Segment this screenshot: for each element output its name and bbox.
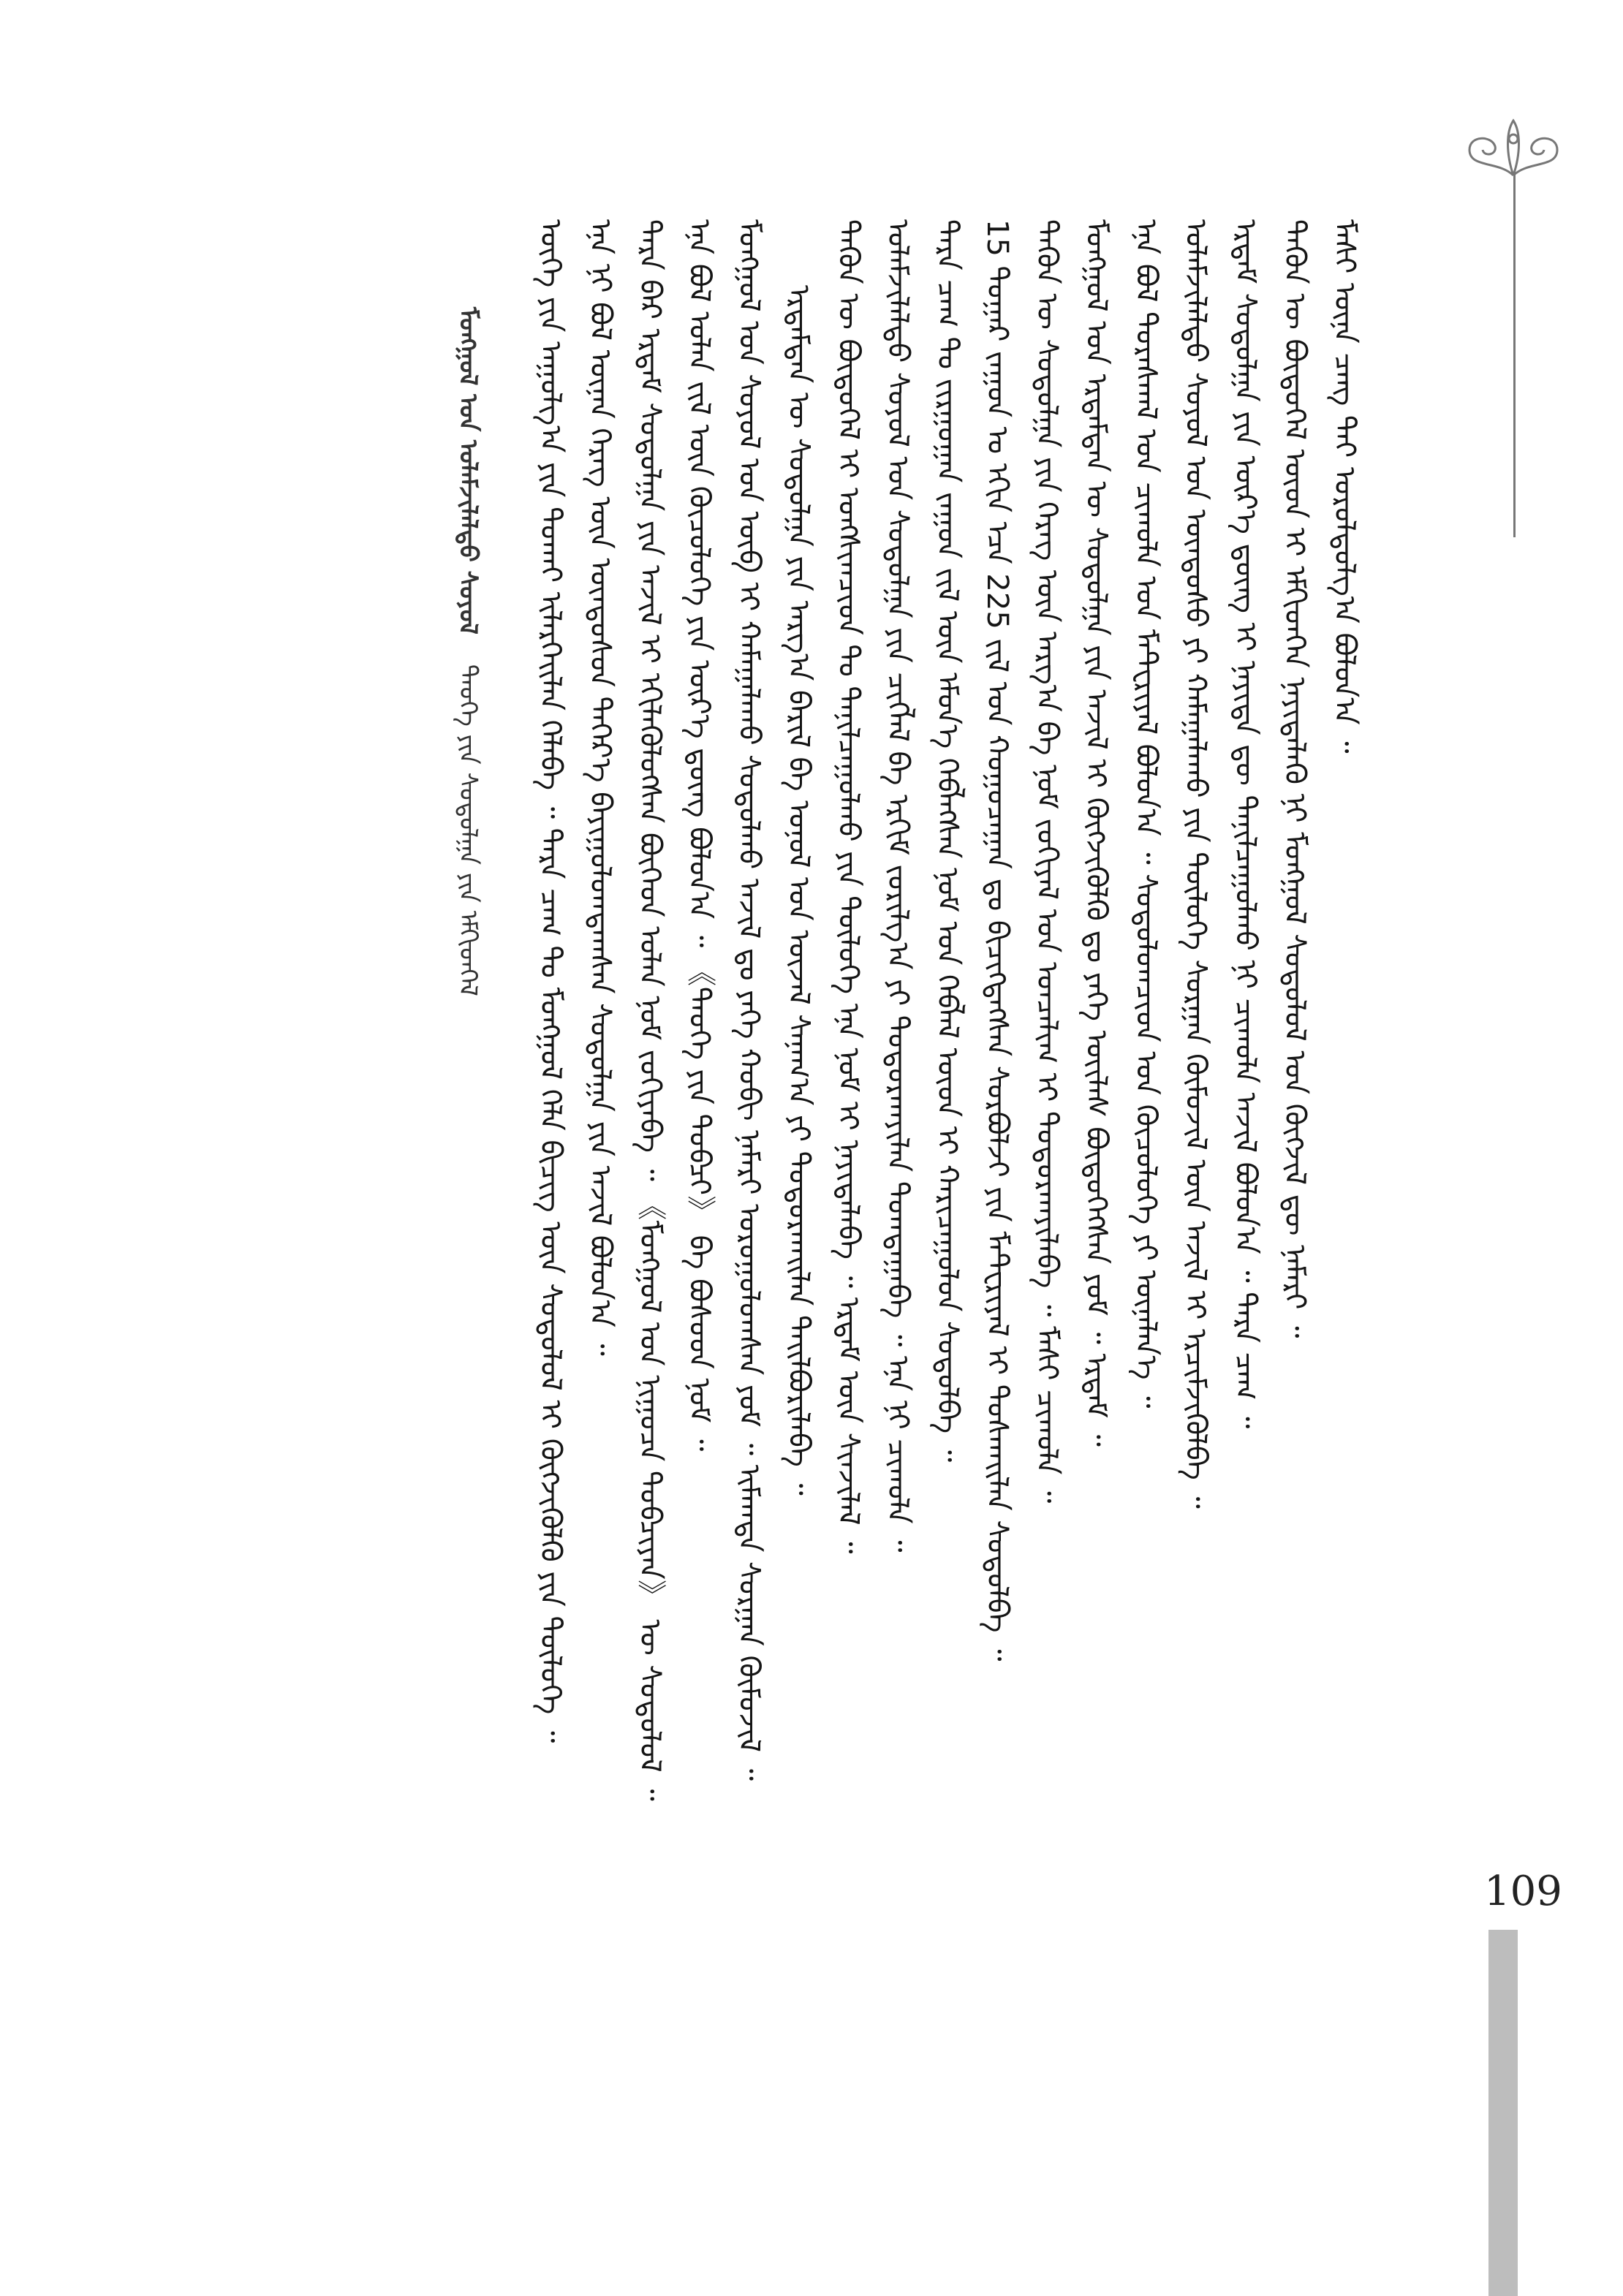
text-column: [1370, 219, 1418, 2061]
text-column: ᠮᠣᠩᠭᠣᠯ ᠤᠨ ᠡᠷᠳᠡᠮᠲᠡᠨ ᠦ ᠰᠤᠳᠤᠯᠭᠠ ᠶᠢᠨ ᠠᠵᠢᠯ ᠢ ᠬᠦᠭᠵᠢᠭᠦᠯᠬᠦ ᠳᠤ ᠶᠡᠬᠡ ᠦᠢᠯᠡᠰ ᠪᠦᠲᠦᠭᠡᠭᠰᠡᠨ ᠶᠤᠮ ᠃ ᠡᠷᠳᠡᠮ ᠃: [1079, 219, 1113, 1447]
text-column: ᠮᠣᠩᠭᠣᠯ ᠤᠨ ᠰᠣᠶᠣᠯ ᠤᠨ ᠥᠪ ᠢ ᠬᠠᠮᠠᠭᠠᠯᠠᠬᠤ ᠰᠤᠳᠤᠯᠬᠤ ᠠᠵᠢᠯ ᠳᠤ ᠶᠡᠬᠡ ᠬᠤᠪᠢ ᠨᠡᠮᠡᠷᠢ ᠣᠷᠣᠭᠤᠯᠤᠭᠰᠠᠨ ᠶᠤᠮ ᠃ ᠢᠮᠠᠭᠲᠠ ᠰᠤᠷᠭᠠᠨ ᠬᠦᠮᠦᠵᠢᠯ ᠃: [732, 219, 766, 1781]
page-number: 109: [1484, 1868, 1562, 1915]
text-column: 15 ᠳᠤᠭᠠᠷ ᠵᠠᠭᠤᠨ ᠤ ᠡᠬᠢᠨ ᠡᠴᠡ 225 ᠵᠢᠯ ᠤᠨ ᠬᠤᠭᠤᠴᠠᠭᠠᠨ ᠳᠤ ᠪᠢᠴᠢᠭᠳᠡᠭᠰᠡᠨ ᠰᠤᠷᠪᠤᠯᠵᠢ ᠶᠢᠨ ᠮᠠᠲ᠋ᠧᠷᠢᠶᠠᠯ ᠢ ᠲᠤᠰᠬᠠᠢᠯᠠᠨ ᠰᠤᠳᠤᠯᠪᠠ ᠃: [980, 219, 1014, 1662]
text-column: ᠡᠨᠡ ᠪᠣᠯ ᠣᠯᠠᠨ ᠵᠢᠯ ᠦᠨ ᠬᠦᠴᠦᠯᠦᠭᠡ ᠶᠢᠨ ᠦᠷ᠎ᠡ ᠳ᠋ᠦᠩ ᠪᠣᠯᠤᠨ᠎ᠠ ᠃ 《ᠲᠡᠦᠬᠡ ᠶᠢᠨ ᠲᠣᠪᠴᠢ》 ᠪᠠ ᠪᠤᠰᠤᠳ ᠨᠣᠮ ᠃: [682, 219, 716, 1452]
text-column: ᠮᠠᠰᠢ ᠦᠨᠡ ᠴᠡᠩ ᠲᠡᠢ ᠣᠷᠣᠯᠳᠤᠯᠭ᠎ᠠ ᠪᠣᠯᠤᠨ᠎ᠠ ᠃: [1328, 219, 1361, 754]
text-column: ᠡᠷᠳᠡᠮᠲᠡᠨ ᠦ ᠰᠤᠳᠤᠯᠭᠠ ᠶᠢᠨ ᠠᠷᠭ᠎ᠠ ᠪᠠᠷᠢᠯ ᠪᠠ ᠣᠨᠣᠯ ᠤᠨ ᠦᠵᠡᠯ ᠰᠠᠨᠠᠭ᠎ᠠ ᠶᠢ ᠲᠣᠳᠣᠷᠬᠠᠢᠯᠠᠨ ᠲᠠᠢᠯᠪᠤᠷᠢᠯᠠᠪᠠ ᠃: [782, 285, 816, 1496]
text-column: ᠲᠡᠷᠡ ᠪᠡᠷ ᠡᠷᠳᠡᠮ ᠰᠤᠳᠤᠯᠭᠠ ᠶᠢᠨ ᠠᠵᠢᠯ ᠢ ᠡᠬᠢᠯᠡᠭᠦᠯᠦᠭᠰᠡᠨ ᠪᠥᠭᠡᠳ ᠣᠯᠠᠨ ᠨᠣᠮ ᠵᠣᠬᠢᠶᠠᠪᠠ ᠃ 《ᠮᠣᠩᠭᠣᠯ ᠤᠨ ᠨᠢᠭᠤᠴᠠ ᠲᠣᠪᠴᠢᠶᠠᠨ》 ᠦ ᠰᠤᠳᠤᠯᠤᠯ ᠃: [632, 219, 667, 1801]
text-column: ᠡᠷᠳᠡᠮ ᠰᠤᠳᠤᠯᠭᠠ ᠶᠢᠨ ᠦᠷ᠎ᠡ ᠳ᠋ᠦᠩ ᠢ ᠨᠡᠶᠢᠲᠡ ᠳᠦ ᠲᠠᠨᠢᠯᠴᠠᠭᠤᠯᠬᠤ ᠨᠢ ᠴᠢᠬᠤᠯᠠ ᠠᠵᠢᠯ ᠪᠣᠯᠤᠨ᠎ᠠ ᠃ ᠲᠡᠷᠡ ᠴᠠᠭ ᠃: [1228, 219, 1263, 1429]
text-column: ᠤᠯᠠᠮᠵᠢᠯᠠᠯᠲᠤ ᠰᠣᠶᠣᠯ ᠤᠨ ᠦᠨᠳᠦᠰᠦ ᠶᠢ ᠬᠠᠮᠠᠭᠠᠯᠠᠬᠤ ᠶᠢᠨ ᠲᠥᠯᠥᠭᠡ ᠰᠤᠷᠭᠠᠨ ᠬᠦᠮᠦᠵᠢᠯ ᠦᠨ ᠠᠵᠢᠯ ᠢ ᠡᠷᠴᠢᠮᠵᠢᠭᠦᠯᠪᠡ ᠃: [1179, 219, 1213, 1509]
text-column: ᠲᠡᠷᠡ ᠴᠠᠭ ᠲᠤ ᠵᠢᠷᠭᠤᠭᠠᠨ ᠵᠠᠭᠤᠨ ᠵᠢᠯ ᠦᠨ ᠡᠮᠦᠨ᠎ᠡ ᠬᠡᠪᠯᠡᠭᠰᠡᠨ ᠨᠣᠮ ᠤᠨ ᠬᠡᠪᠯᠡᠯ ᠦᠳ ᠢ ᠬᠠᠷᠢᠴᠠᠭᠤᠯᠤᠨ ᠰᠤᠳᠤᠯᠪᠠ ᠃: [931, 219, 964, 1463]
running-header: [446, 307, 490, 996]
text-column: ᠲᠡᠭᠦᠨ ᠦ ᠰᠤᠳᠤᠯᠭᠠ ᠶᠢᠨ ᠬᠡᠷᠡᠭ ᠦᠨ ᠠᠷᠭ᠎ᠠ ᠪᠠ ᠨᠣᠮ ᠵᠣᠬᠢᠶᠠᠯ ᠤᠨ ᠣᠨᠴᠠᠯᠢᠭ ᠢ ᠲᠣᠳᠣᠷᠬᠠᠶᠢᠯᠠᠪᠠ ᠃ ᠮᠠᠰᠢ ᠴᠢᠬᠤᠯᠠ ᠃: [1029, 219, 1064, 1504]
body-text: [526, 219, 1418, 2061]
text-column: ᠡᠨᠡ ᠪᠣᠯ ᠳᠤᠷᠠᠰᠬᠠᠯ ᠤᠨ ᠴᠢᠬᠤᠯᠠ ᠡᠳ ᠮᠠᠲ᠋ᠧᠷᠢᠶᠠᠯ ᠪᠣᠯᠤᠨ᠎ᠠ ᠃ ᠰᠤᠳᠤᠯᠤᠭᠴᠢᠳ ᠤᠨ ᠬᠦᠴᠦᠯᠦᠭᠡ ᠶᠢ ᠦᠨᠡᠯᠡᠨ᠎ᠡ ᠃: [1129, 219, 1163, 1409]
text-column: ᠤᠯᠠᠮᠵᠢᠯᠠᠯᠲᠤ ᠰᠣᠶᠣᠯ ᠤᠨ ᠰᠤᠳᠤᠯᠭᠠ ᠶᠢᠨ ᠴᠢᠭᠯᠡᠯ ᠪᠠ ᠡᠷᠬᠢᠮ ᠵᠣᠷᠢᠯᠭ᠎ᠠ ᠶᠢ ᠲᠣᠳᠣᠷᠬᠠᠶᠢᠯᠠᠨ ᠲᠣᠭᠲᠠᠭᠠᠪᠠ ᠃ ᠡᠨᠡ ᠨᠢ ᠴᠢᠬᠤᠯᠠ ᠃: [881, 219, 915, 1553]
running-header-subtitle: ᠲᠡᠦᠬᠡ ᠶᠢᠨ ᠰᠤᠳᠤᠯᠭᠠ ᠶᠢᠨ ᠡᠮᠬᠢᠳᠬᠡᠯ: [453, 664, 483, 996]
text-column: ᠲᠡᠭᠦᠨ ᠦ ᠪᠦᠲᠦᠭᠡᠯ ᠢ ᠤᠩᠰᠢᠭᠴᠢᠳ ᠲᠤ ᠲᠠᠨᠢᠯᠴᠠᠭᠤᠯᠬᠤ ᠶᠢᠨ ᠲᠥᠯᠥᠭᠡ ᠡᠨᠡ ᠨᠣᠮ ᠢ ᠨᠡᠶᠢᠲᠡᠯᠡᠪᠡ ᠃ ᠡᠷᠳᠡᠮ ᠦᠨ ᠰᠢᠨᠵᠢᠯᠡᠯ ᠃: [831, 219, 866, 1554]
ornament-rule: [1513, 172, 1516, 537]
thumb-tab: [1488, 1930, 1518, 2296]
text-column: ᠡᠨᠡ ᠨᠢ ᠪᠣᠯ ᠦᠨᠡᠨ ᠬᠡᠷᠡᠭ ᠦᠨ ᠦᠨᠳᠦᠰᠦᠨ ᠳᠡᠭᠡᠷ᠎ᠡ ᠪᠠᠶᠢᠭᠤᠯᠤᠭᠳᠠᠭᠰᠠᠨ ᠰᠤᠳᠤᠯᠭᠠ ᠶᠢᠨ ᠠᠵᠢᠯ ᠪᠣᠯᠤᠨ᠎ᠠ ᠃: [583, 219, 617, 1356]
running-header-title: ᠮᠣᠩᠭᠣᠯ ᠤᠨ ᠤᠯᠠᠮᠵᠢᠯᠠᠯᠲᠤ ᠰᠣᠶᠣᠯ: [453, 307, 483, 635]
text-column: ᠲᠡᠭᠦᠨ ᠦ ᠪᠦᠲᠦᠭᠡᠯ ᠦᠳ ᠢ ᠡᠮᠬᠢᠳᠬᠡᠨ ᠨᠡᠶᠢᠲᠡᠯᠡᠬᠦ ᠨᠢ ᠮᠣᠩᠭᠣᠯ ᠰᠤᠳᠤᠯᠤᠯ ᠤᠨ ᠬᠦᠭᠵᠢᠯ ᠳᠦ ᠨᠡᠮᠡᠷᠢ ᠃: [1278, 219, 1312, 1338]
text-column: ᠦᠭᠡ ᠶᠢᠨ ᠠᠭᠤᠯᠭ᠎ᠠ ᠶᠢᠨ ᠲᠤᠬᠠᠢ ᠢᠯᠡᠷᠬᠡᠢᠯᠡᠨ ᠬᠡᠯᠡᠪᠡ ᠃ ᠲᠡᠷᠡ ᠴᠠᠭ ᠲᠤ ᠮᠣᠩᠭᠣᠯ ᠬᠡᠯᠡ ᠪᠢᠴᠢᠭ ᠦᠨ ᠰᠤᠳᠤᠯᠤᠯ ᠢ ᠬᠦᠭᠵᠢᠭᠦᠯᠬᠦ ᠶᠢᠨ ᠲᠥᠯᠥᠭᠡ ᠃: [534, 219, 567, 1743]
